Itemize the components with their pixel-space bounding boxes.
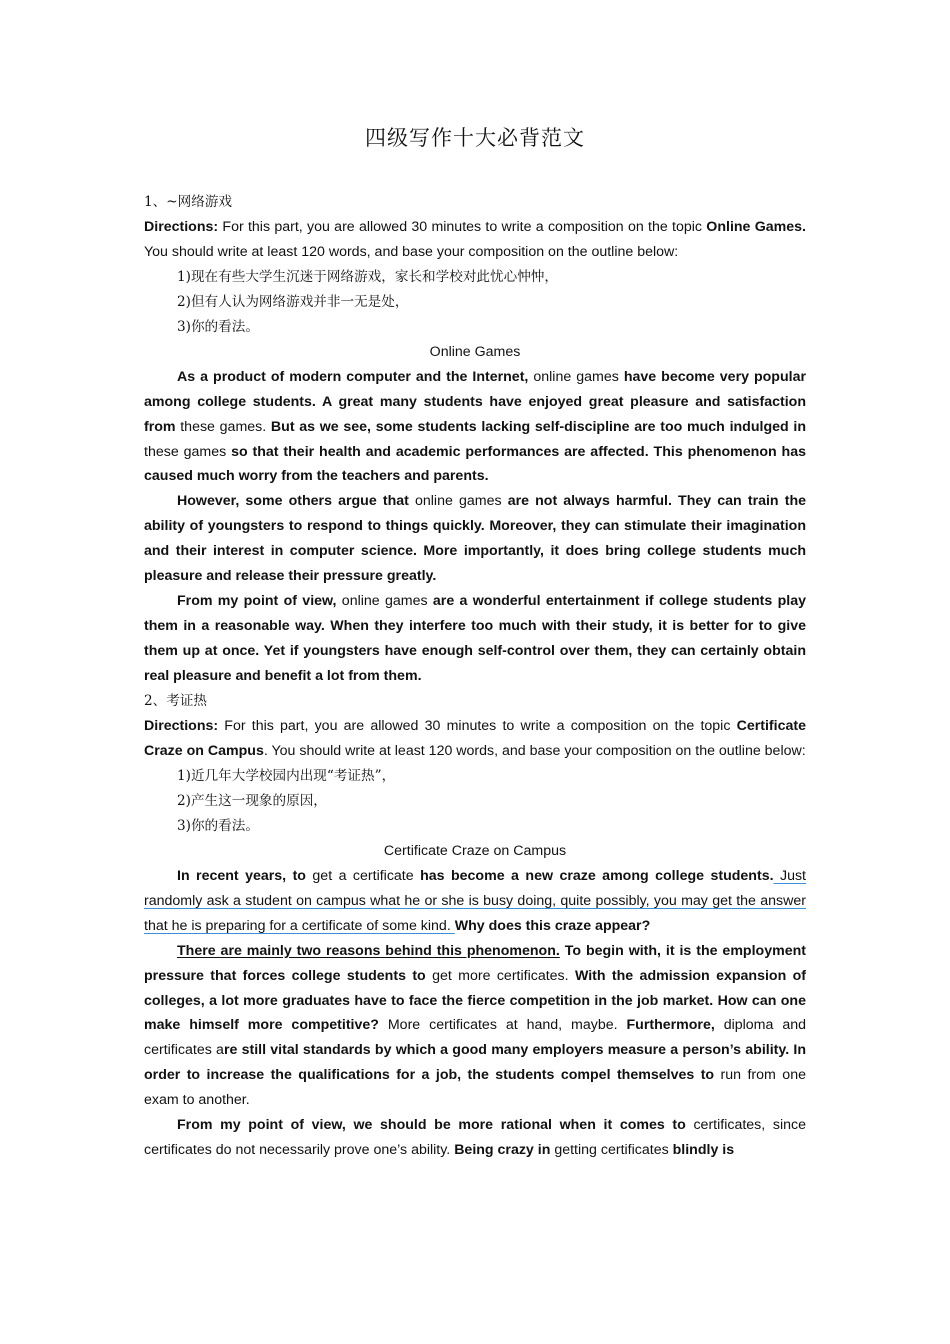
document-title: 四级写作十大必背范文 — [365, 126, 585, 150]
plain-phrase: these games. — [175, 418, 271, 435]
essay-paragraph — [144, 864, 806, 939]
essay-paragraph — [144, 489, 806, 589]
directions-paragraph — [144, 215, 806, 265]
section-heading-certificate-craze: 2、考证热 — [144, 693, 208, 710]
directions-paragraph — [144, 714, 806, 764]
directions-text: . You should write at least 120 words, and base your composition on the outline below: — [263, 742, 806, 759]
underlined-bold-phrase: There are mainly two reasons behind this phenomenon. — [177, 942, 560, 959]
outline-item: 1)现在有些大学生沉迷于网络游戏，家长和学校对此忧心忡忡， — [177, 268, 558, 285]
bold-phrase: Furthermore, — [626, 1017, 715, 1034]
directions-text: For this part, you are allowed 30 minutes to write a composition on the topic — [218, 718, 737, 735]
plain-phrase: get more certificates. — [425, 967, 575, 984]
bold-phrase: But as we see, some students lacking self-discipline are too much indulged in — [270, 418, 806, 435]
bold-phrase: Why does this craze appear? — [454, 917, 651, 934]
plain-phrase: online games — [336, 593, 433, 610]
plain-phrase: these games — [144, 443, 232, 460]
plain-phrase: online games — [528, 368, 624, 385]
document-body — [144, 190, 806, 1163]
plain-phrase: More certificates at hand, maybe. — [378, 1017, 627, 1034]
bold-phrase: blindly is — [672, 1142, 735, 1159]
directions-label: Directions: — [144, 718, 219, 735]
essay-title: Certificate Craze on Campus — [383, 842, 567, 859]
bold-phrase: are a wonderful entertainment if college students play them in a reasonable way. When they interfere too much with their study, it is better for to give them up at once. Yet if youngsters have enough self-control over them, they can certainly obtain real pleasure and benefit a lot from them. — [144, 593, 806, 685]
plain-phrase: getting certificates — [550, 1142, 673, 1159]
bold-phrase: are not always harmful. They can train the ability of youngsters to respond to things quickly. Moreover, they can stimulate their imagination and their interest in computer science. More importantly, it does bring college students much pleasure and release their pressure greatly. — [144, 493, 806, 585]
outline-item: 3)你的看法。 — [177, 817, 259, 834]
essay-title: Online Games — [429, 343, 521, 360]
plain-phrase: get a certificate — [305, 867, 421, 884]
section-heading-online-games: 1、~网络游戏 — [144, 194, 233, 210]
directions-text: For this part, you are allowed 30 minutes to write a composition on the topic — [218, 218, 707, 235]
outline-item: 2)产生这一现象的原因， — [177, 792, 327, 809]
directions-label: Directions: — [144, 218, 219, 235]
essay-paragraph — [144, 589, 806, 689]
bold-phrase: have become very popular among college students. A great many students have enjoyed great pleasure and satisfaction from — [144, 368, 806, 435]
bold-phrase: has become a new craze among college students. — [420, 867, 774, 884]
essay-paragraph — [144, 365, 806, 490]
bold-phrase: so that their health and academic performances are affected. This phenomenon has caused much worry from the teachers and parents. — [144, 443, 806, 485]
bold-phrase: re still vital standards by which a good many employers measure a person’s ability. In order to increase the qualifications for a job, the students compel themselves to — [144, 1042, 806, 1084]
bold-phrase: With the admission expansion of colleges, a lot more graduates have to face the fierce competition in the job market. How can one make himself more competitive? — [144, 967, 806, 1034]
bold-phrase: In recent years, to — [177, 867, 306, 884]
directions-topic: Online Games. — [706, 218, 806, 235]
bold-phrase: As a product of modern computer and the Internet, — [177, 368, 529, 385]
outline-item: 2)但有人认为网络游戏并非一无是处， — [177, 293, 409, 310]
underlined-phrase: Just randomly ask a student on campus what he or she is busy doing, quite possibly, you may get the answer that he is preparing for a certificate of some kind. — [144, 867, 807, 934]
bold-phrase: From my point of view, — [177, 593, 337, 610]
outline-item: 3)你的看法。 — [177, 318, 259, 335]
bold-phrase: From my point of view, we should be more rational when it comes to — [177, 1117, 686, 1134]
plain-phrase: online games — [408, 493, 508, 510]
directions-text: You should write at least 120 words, and base your composition on the outline below: — [144, 243, 679, 260]
bold-phrase: To begin with, it is the employment pressure that forces college students to — [144, 942, 806, 984]
outline-item: 1)近几年大学校园内出现“考证热”， — [177, 767, 396, 784]
directions-topic: Certificate Craze on Campus — [144, 718, 806, 759]
bold-phrase: However, some others argue that — [177, 493, 409, 510]
bold-phrase: Being crazy in — [454, 1142, 551, 1159]
plain-phrase: certificates, since certificates do not necessarily prove one’s ability. — [144, 1117, 806, 1159]
essay-paragraph — [144, 939, 806, 1114]
plain-phrase: run from one exam to another. — [144, 1067, 806, 1109]
plain-phrase: diploma and certificates a — [144, 1017, 806, 1059]
essay-paragraph — [144, 1113, 806, 1163]
